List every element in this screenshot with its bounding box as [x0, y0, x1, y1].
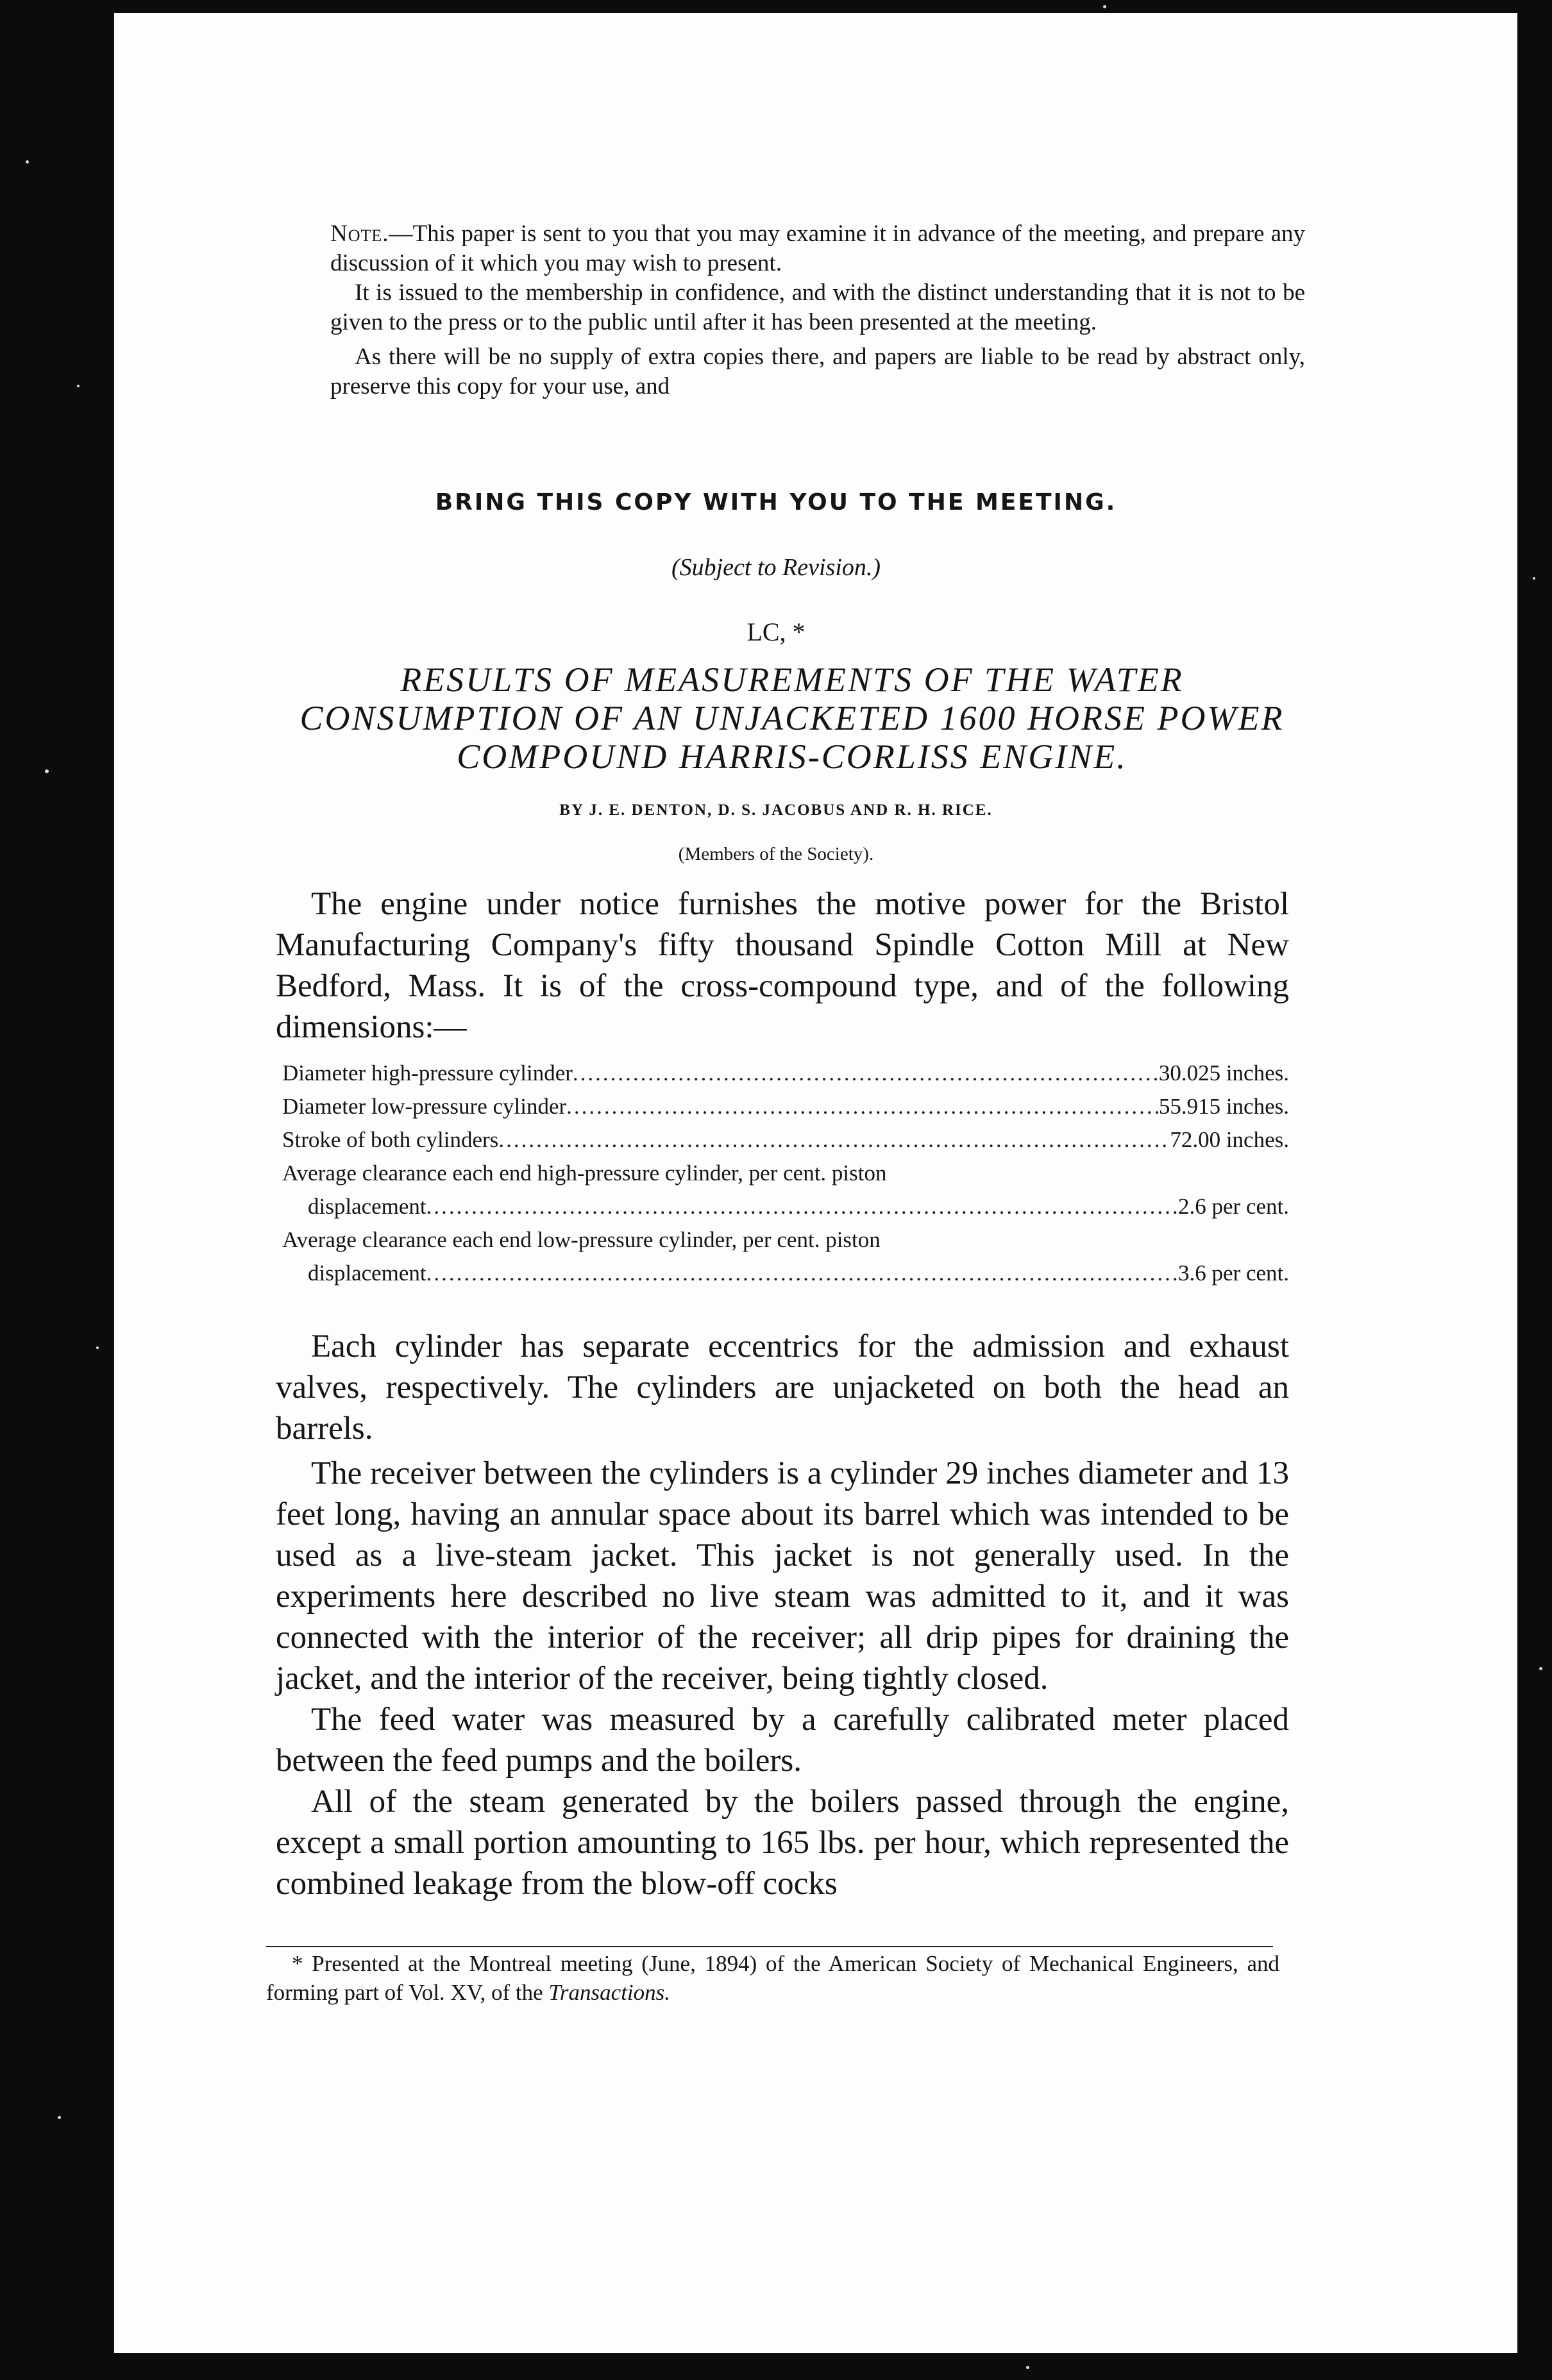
intro-text: The engine under notice furnishes the motive power for the Bristol Manufacturing Company's fifty thousand Spindle Cotton Mill at New Bedford, Mass. It is of the cross-compound type, and of the following dimensions:—: [276, 886, 1289, 1045]
bring-copy-notice: BRING THIS COPY WITH YOU TO THE MEETING.: [435, 489, 1117, 515]
body-paragraph: All of the steam generated by the boilers passed through the engine, except a small portion amounting to 165 lbs. per hour, which represented the combined leakage from the blow-off cocks: [276, 1784, 1289, 1902]
dimensions-list: [282, 1057, 1289, 1290]
footnote-rule: [266, 1946, 1273, 1947]
intro-paragraph: [276, 884, 1289, 1048]
paper-title: RESULTS OF MEASUREMENTS OF THE WATER CONSUMPTION OF AN UNJACKETED 1600 HORSE POWER COMPOUND HARRIS-CORLISS ENGINE.: [299, 660, 1285, 776]
note-paragraph-3: As there will be no supply of extra copies there, and papers are liable to be read by abstract only, preserve this copy for your use, and: [330, 344, 1305, 399]
body-paragraph: The feed water was measured by a carefully calibrated meter placed between the feed pumps and the boilers.: [276, 1702, 1289, 1779]
authors-line: BY J. E. DENTON, D. S. JACOBUS AND R. H. RICE.: [559, 801, 993, 819]
members-note: (Members of the Society).: [678, 844, 874, 864]
body-text: [276, 1326, 1289, 1904]
revision-notice: (Subject to Revision.): [671, 554, 881, 581]
body-paragraph: The receiver between the cylinders is a cylinder 29 inches diameter and 13 feet long, having an annular space about its barrel which was intended to be used as a live-steam jacket. This jacket is not generally used. In the experiments here described no live steam was admitted to it, and it was connected with the interior of the receiver; all drip pipes for draining the jacket, and the interior of the receiver, being tightly closed.: [276, 1455, 1289, 1697]
footnote: * Presented at the Montreal meeting (June, 1894) of the American Society of Mechanical Engineers, and forming part of Vol. XV, of the Transactions.: [266, 1951, 1279, 2005]
dimension-row: Stroke of both cylinders ..... 72.00 inches.: [282, 1123, 1289, 1157]
paper-number: LC, *: [746, 617, 806, 646]
note-paragraph-1: Note.—This paper is sent to you that you may examine it in advance of the meeting, and prepare any discussion of it which you may wish to present.: [330, 221, 1305, 276]
note-paragraph-2: It is issued to the membership in confidence, and with the distinct understanding that it is not to be given to the press or to the public until after it has been presented at the meeting.: [330, 280, 1305, 335]
dimension-row: displacement ..... 3.6 per cent.: [282, 1257, 1289, 1290]
dimension-label-line: Average clearance each end high-pressure cylinder, per cent. piston: [282, 1161, 887, 1186]
dimension-row: Diameter low-pressure cylinder ..... 55.915 inches.: [282, 1090, 1289, 1123]
dimension-label-line: Average clearance each end low-pressure cylinder, per cent. piston: [282, 1227, 881, 1252]
note-label: Note.: [330, 221, 389, 247]
dimension-row: Diameter high-pressure cylinder ..... 30.025 inches.: [282, 1057, 1289, 1090]
note-block: [330, 219, 1305, 401]
dimension-row: displacement ..... 2.6 per cent.: [282, 1190, 1289, 1223]
body-paragraph: Each cylinder has separate eccentrics for the admission and exhaust valves, respectively. The cylinders are unjacketed on both the head an barrels.: [276, 1328, 1289, 1446]
